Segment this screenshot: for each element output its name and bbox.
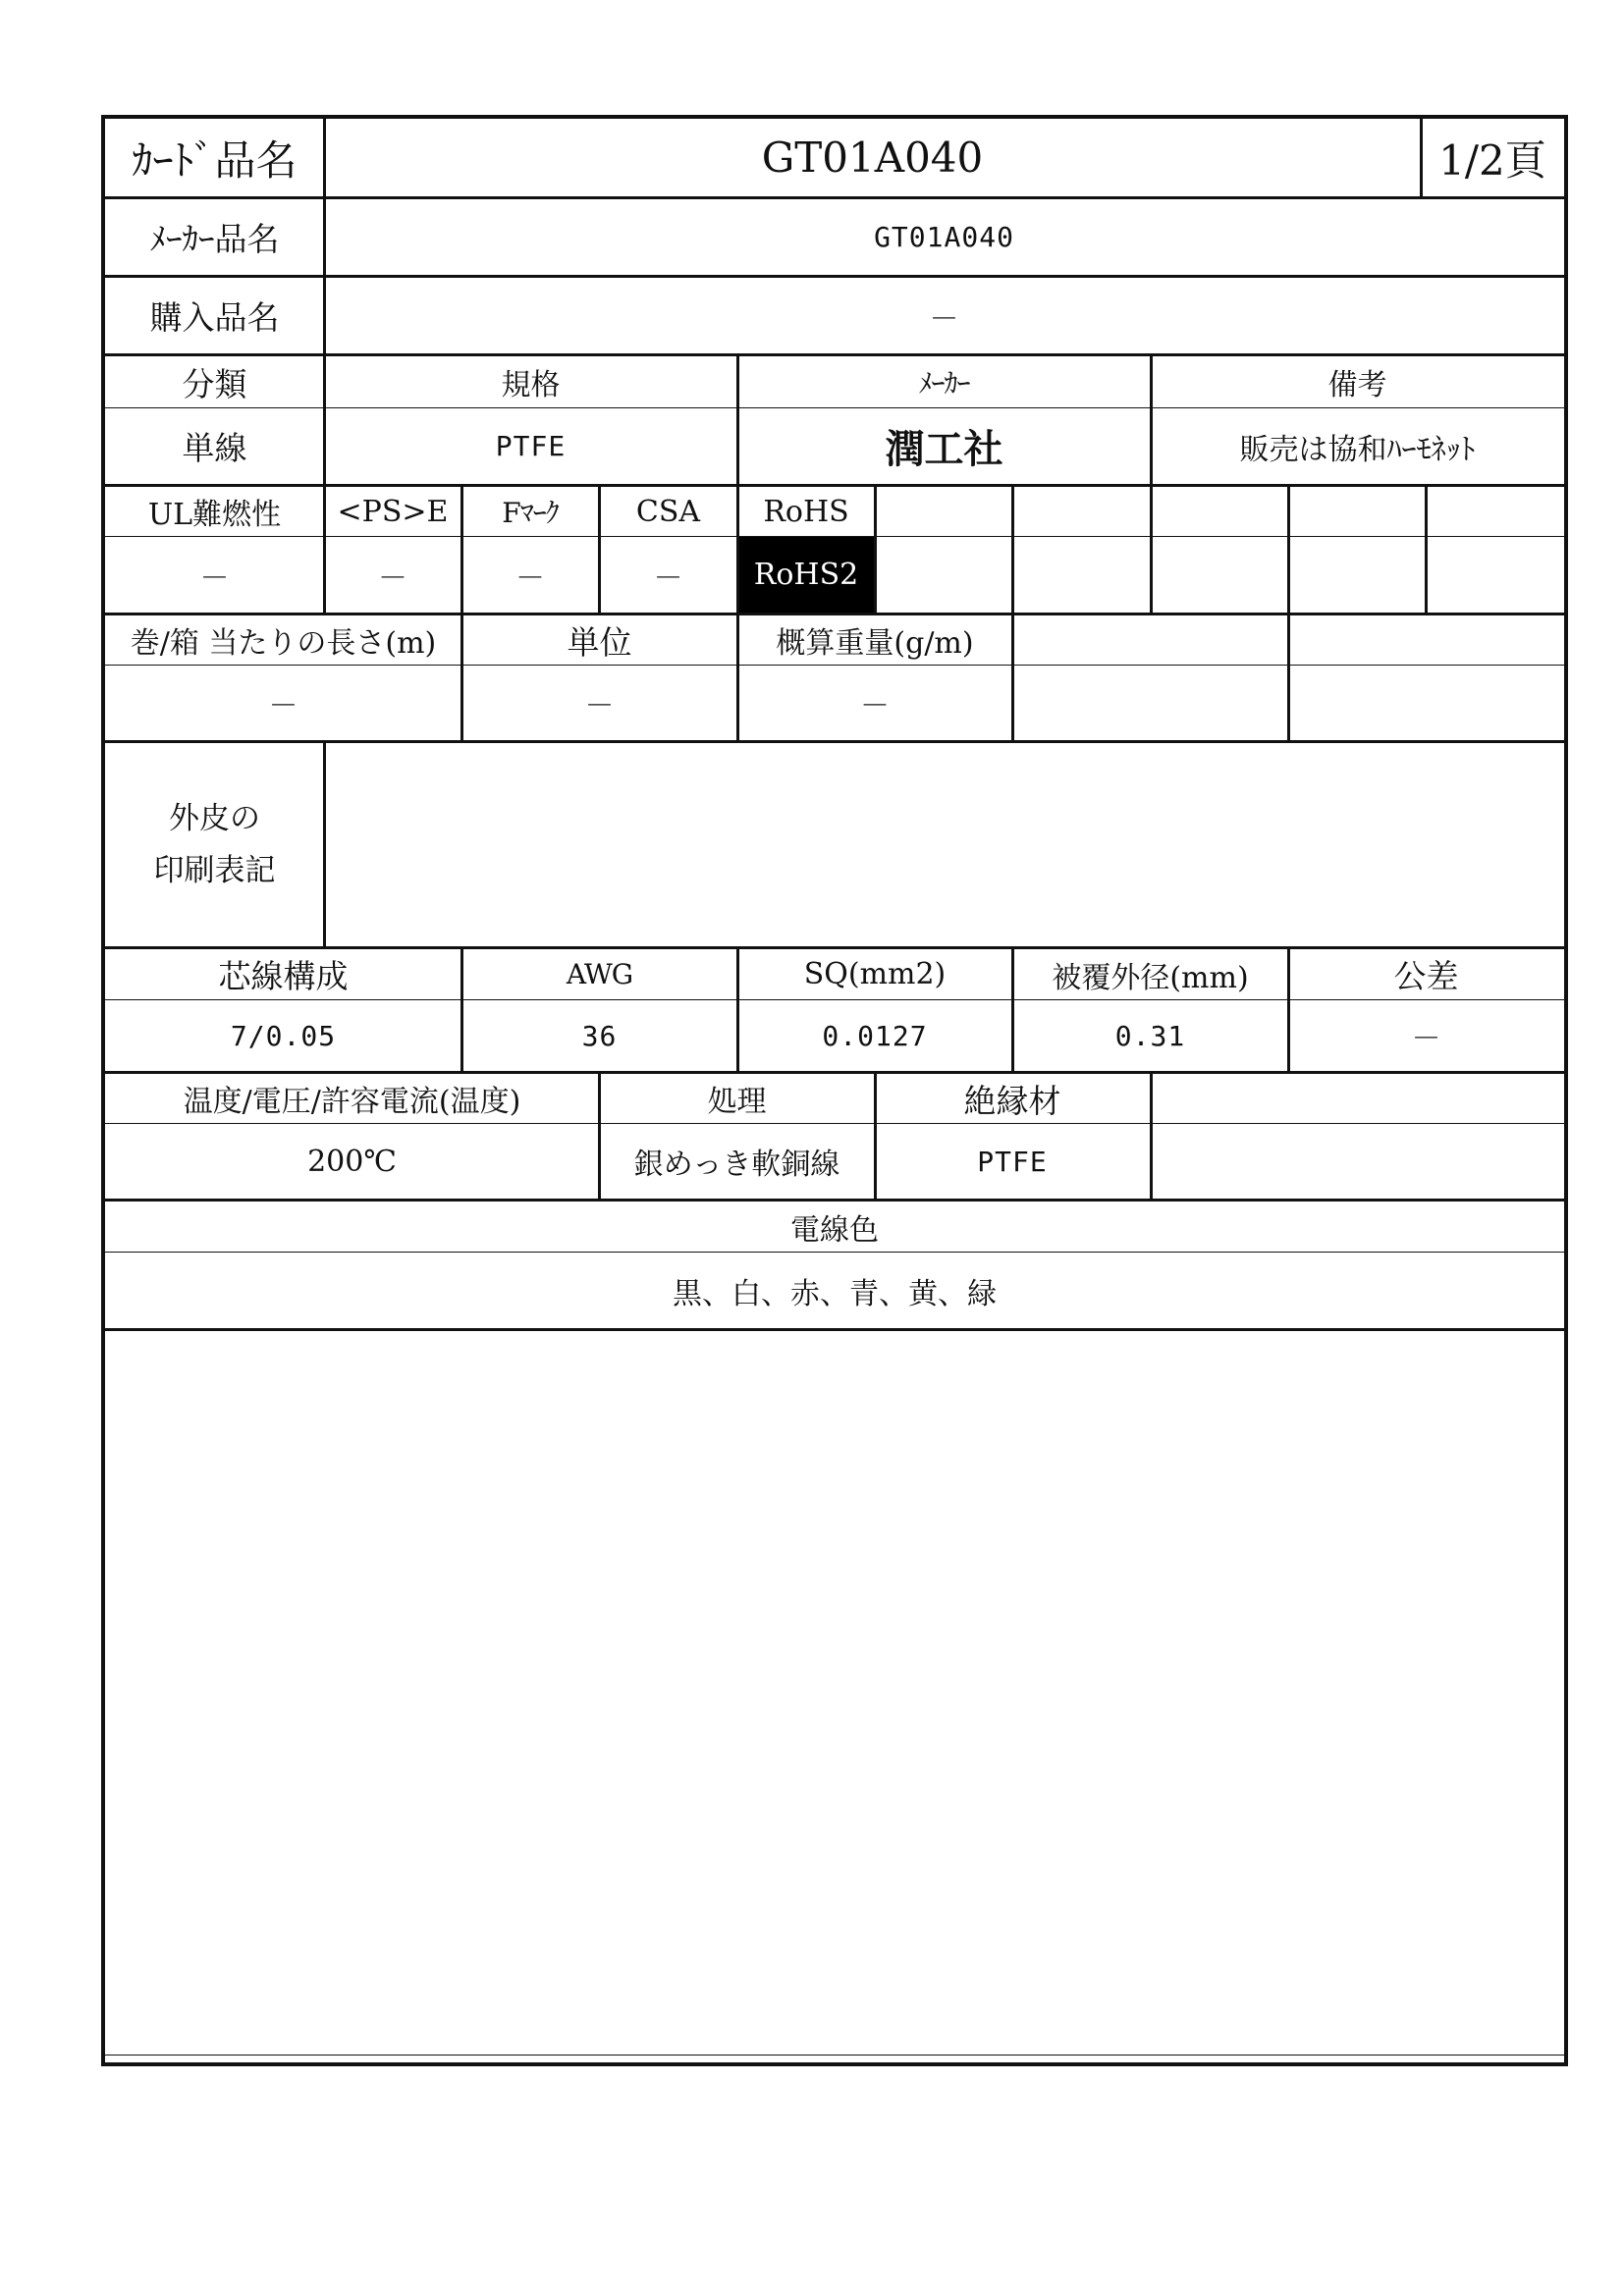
rohs-header: RoHS <box>763 494 849 529</box>
conductor-construction-value: 7/0.05 <box>230 1019 337 1052</box>
f-mark-value: － <box>515 561 545 596</box>
divider <box>736 615 739 740</box>
page-number: 1/2頁 <box>1438 135 1546 185</box>
divider <box>1011 949 1014 1071</box>
tolerance-value: － <box>1411 1022 1441 1056</box>
outer-diameter-value: 0.31 <box>1114 1019 1186 1052</box>
purchase-name-value: － <box>929 301 959 337</box>
sq-header: SQ(mm2) <box>803 957 947 991</box>
divider <box>736 356 739 484</box>
divider <box>323 119 326 196</box>
pse-header: <PS>E <box>337 494 449 529</box>
print-marking-label-line1: 外皮の <box>169 800 260 836</box>
bottom-rule <box>105 2055 1564 2056</box>
approx-weight-value: － <box>860 689 890 723</box>
divider <box>1420 119 1423 196</box>
divider <box>598 1074 601 1199</box>
divider <box>1150 1074 1153 1199</box>
wire-color-value: 黒、白、赤、青、黄、緑 <box>673 1276 997 1311</box>
length-per-reel-value: － <box>268 689 298 723</box>
standard-value: PTFE <box>495 430 567 462</box>
divider <box>105 1328 1564 1331</box>
divider <box>1287 949 1290 1071</box>
insulation-header: 絶縁材 <box>963 1081 1061 1120</box>
divider <box>323 743 326 946</box>
csa-header: CSA <box>635 494 701 529</box>
treatment-header: 処理 <box>707 1085 767 1119</box>
divider <box>1011 615 1014 740</box>
print-marking-label-line2: 印刷表記 <box>153 852 276 888</box>
maker-name-label: ﾒｰｶｰ品名 <box>149 220 280 258</box>
card-name-label: ｶｰﾄﾞ品名 <box>132 135 298 185</box>
divider <box>460 615 463 740</box>
length-per-reel-header: 巻/箱 当たりの長さ(m) <box>130 626 437 661</box>
tolerance-header: 公差 <box>1393 957 1459 995</box>
divider <box>1287 615 1290 740</box>
card-name-value: GT01A040 <box>761 133 984 182</box>
purchase-name-label: 購入品名 <box>149 298 280 337</box>
temperature-voltage-current-header: 温度/電圧/許容電流(温度) <box>183 1085 521 1119</box>
remarks-header: 備考 <box>1327 368 1387 402</box>
spec-sheet <box>101 115 1568 2066</box>
awg-value: 36 <box>581 1019 618 1052</box>
ul-flame-value: － <box>199 561 230 596</box>
unit-value: － <box>584 689 615 723</box>
divider <box>874 487 877 613</box>
print-marking-label <box>105 743 324 946</box>
approx-weight-header: 概算重量(g/m) <box>776 626 974 661</box>
remarks-value: 販売は協和ﾊｰﾓﾈｯﾄ <box>1239 432 1476 467</box>
divider <box>1150 356 1153 484</box>
pse-value: － <box>378 561 407 596</box>
divider <box>460 949 463 1071</box>
divider <box>1425 487 1428 613</box>
maker-value: 潤工社 <box>885 426 1003 472</box>
maker-name-value: GT01A040 <box>874 221 1014 253</box>
conductor-construction-header: 芯線構成 <box>218 957 349 995</box>
outer-diameter-header: 被覆外径(mm) <box>1052 960 1249 995</box>
unit-header: 単位 <box>567 622 632 662</box>
divider <box>736 487 739 613</box>
divider <box>736 949 739 1071</box>
divider <box>874 1074 877 1199</box>
wire-color-header: 電線色 <box>790 1212 879 1248</box>
divider <box>323 487 326 613</box>
insulation-value: PTFE <box>977 1145 1048 1178</box>
f-mark-header: Fﾏｰｸ <box>502 497 559 529</box>
print-marking-value <box>324 743 1564 946</box>
divider <box>323 356 326 484</box>
awg-header: AWG <box>566 958 633 990</box>
classification-header: 分類 <box>182 364 247 403</box>
divider <box>323 278 326 353</box>
divider <box>323 199 326 275</box>
sq-value: 0.0127 <box>822 1019 928 1052</box>
maker-header: ﾒｰｶｰ <box>918 367 970 400</box>
divider <box>1011 487 1014 613</box>
standard-header: 規格 <box>501 368 561 402</box>
treatment-value: 銀めっき軟銅線 <box>633 1148 840 1182</box>
ul-flame-header: UL難燃性 <box>147 498 282 532</box>
csa-value: － <box>653 561 683 596</box>
divider <box>1150 487 1153 613</box>
divider <box>460 487 463 613</box>
rohs-value: RoHS2 <box>738 537 874 613</box>
temperature-value: 200℃ <box>307 1144 397 1179</box>
divider <box>1287 487 1290 613</box>
divider <box>598 487 601 613</box>
classification-value: 単線 <box>182 429 247 467</box>
